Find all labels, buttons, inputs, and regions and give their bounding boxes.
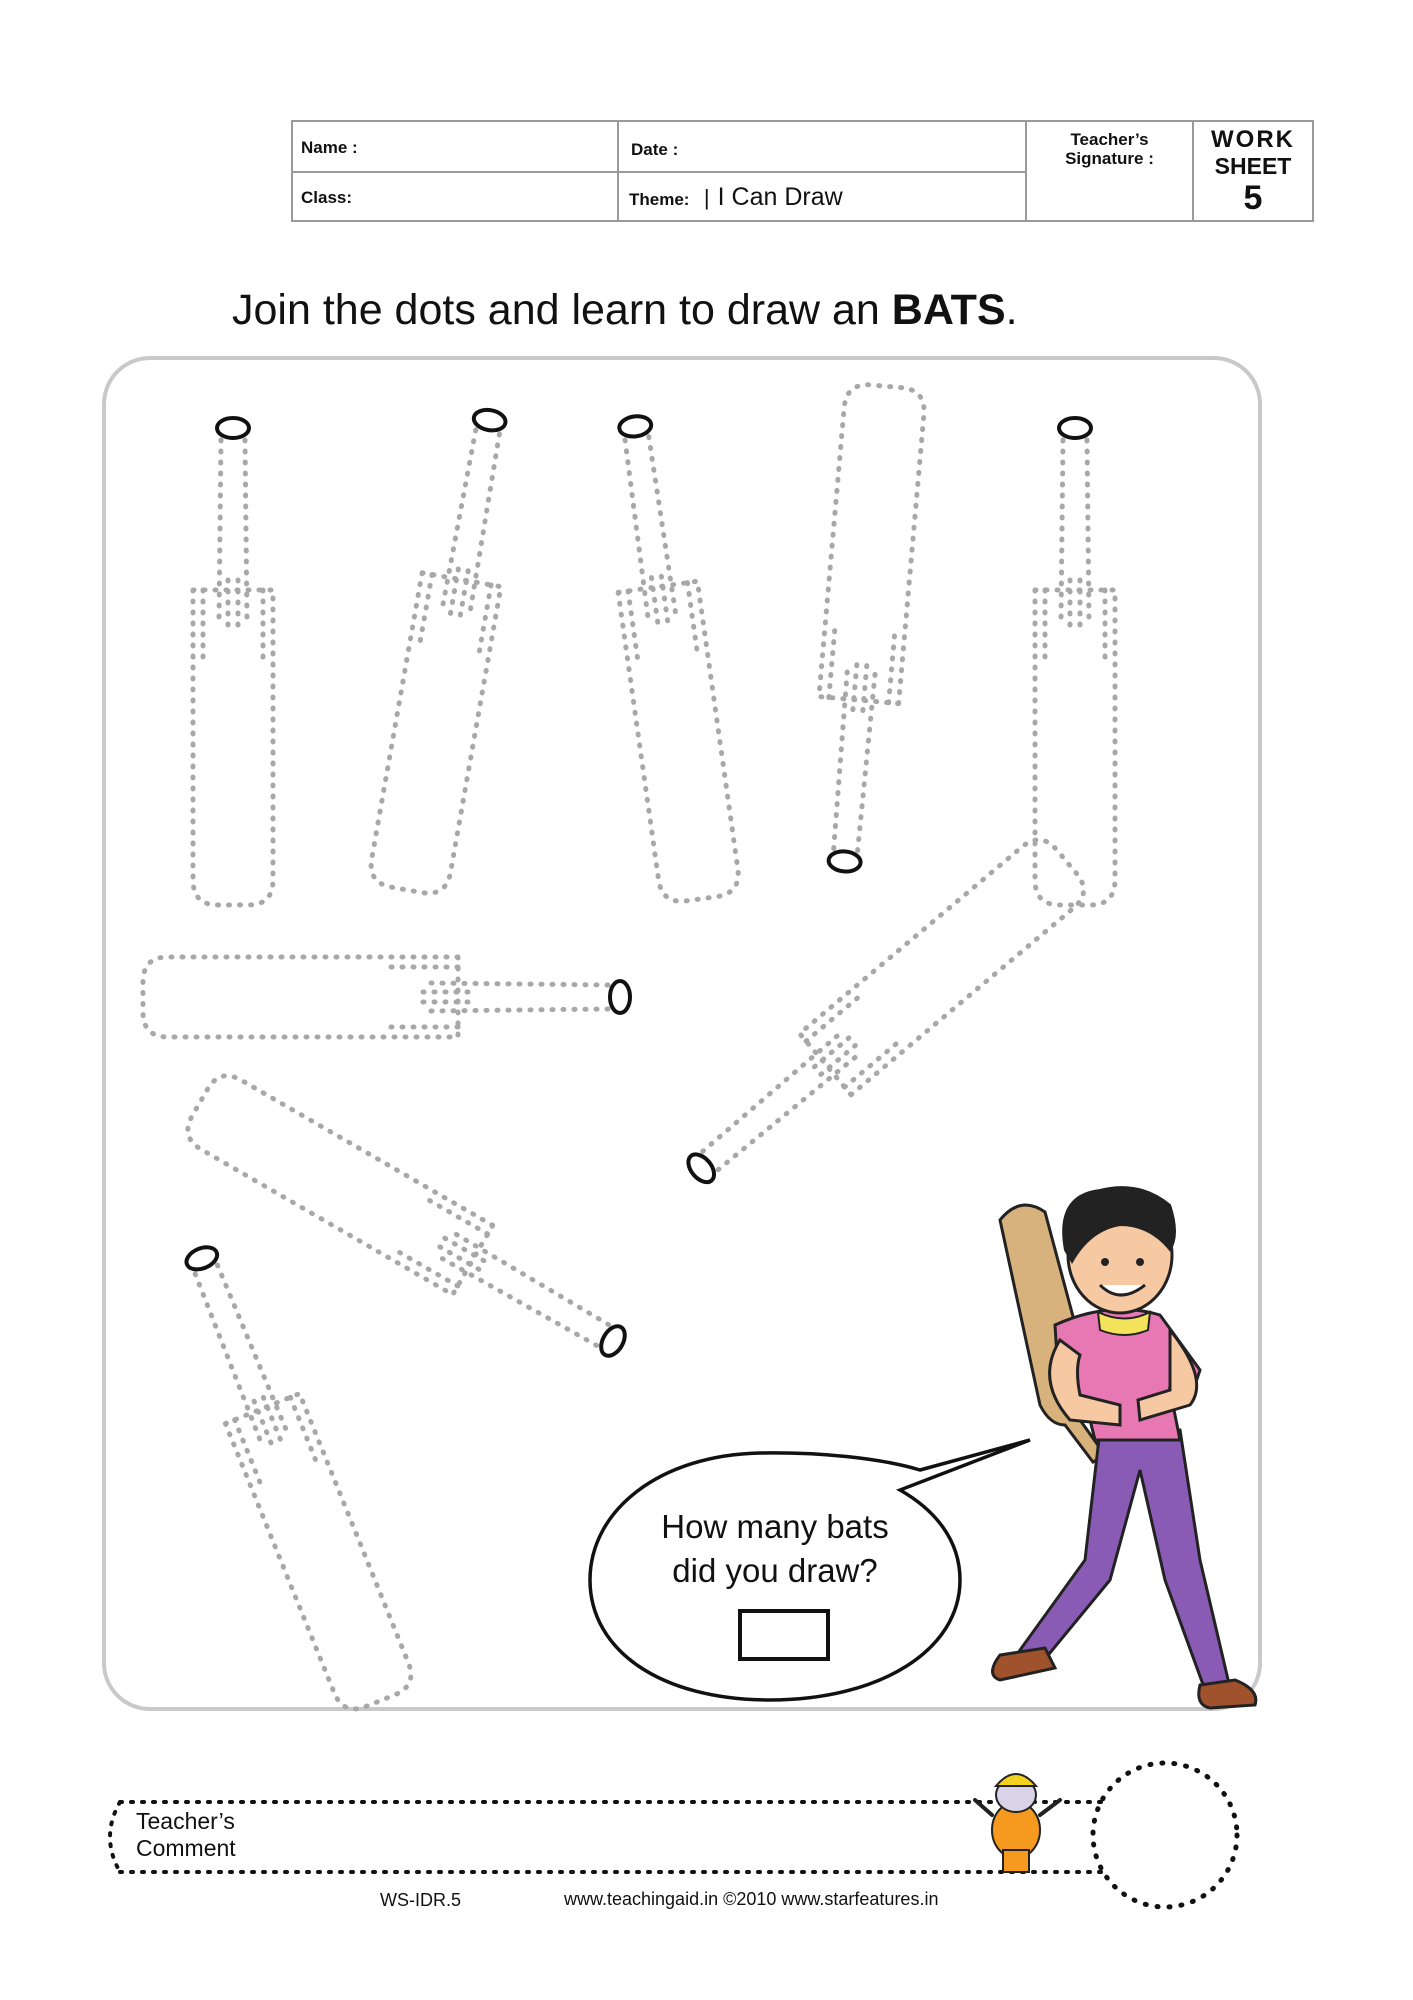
dotted-bat-5[interactable]: [1035, 418, 1115, 905]
boy-with-bat-illustration: [993, 1187, 1256, 1708]
theme-label: Theme:: [629, 190, 690, 209]
name-label: Name :: [301, 138, 358, 157]
bubble-question: [620, 1505, 930, 1593]
dotted-bat-2[interactable]: [367, 403, 530, 896]
bubble-line-2: did you draw?: [672, 1552, 878, 1589]
dotted-bat-3[interactable]: [594, 411, 741, 904]
dotted-bat-9[interactable]: [161, 1234, 418, 1716]
teacher-comment-label: [136, 1808, 276, 1862]
worksheet-number: 5: [1243, 179, 1263, 217]
dotted-bat-8[interactable]: [180, 1068, 642, 1381]
instruction-end: .: [1005, 286, 1018, 334]
worksheet-word-work: WORK: [1211, 126, 1295, 153]
dotted-bat-7[interactable]: [668, 831, 1092, 1205]
dotted-bat-6[interactable]: [143, 957, 630, 1037]
footer-credits: www.teachingaid.in ©2010 www.starfeatures.in: [564, 1889, 939, 1909]
dotted-bat-1[interactable]: [193, 418, 273, 905]
dotted-bat-4[interactable]: [804, 383, 926, 875]
mascot-illustration: [975, 1774, 1060, 1872]
worksheet-word-sheet: SHEET: [1214, 153, 1292, 179]
instruction-emphasis: BATS: [891, 286, 1006, 334]
teacher-comment-line-2: Comment: [136, 1835, 236, 1861]
teacher-comment-line-1: Teacher’s: [136, 1808, 235, 1834]
worksheet-code: WS-IDR.5: [380, 1890, 461, 1910]
date-label: Date :: [631, 140, 679, 159]
teacher-comment-banner: [110, 1763, 1237, 1907]
signature-label: Teacher’s Signature :: [1065, 130, 1154, 168]
theme-value: | I Can Draw: [704, 183, 843, 211]
instruction-text: Join the dots and learn to draw an: [232, 286, 892, 334]
class-label: Class:: [301, 188, 353, 207]
answer-box[interactable]: [738, 1609, 830, 1661]
bubble-line-1: How many bats: [661, 1508, 889, 1545]
